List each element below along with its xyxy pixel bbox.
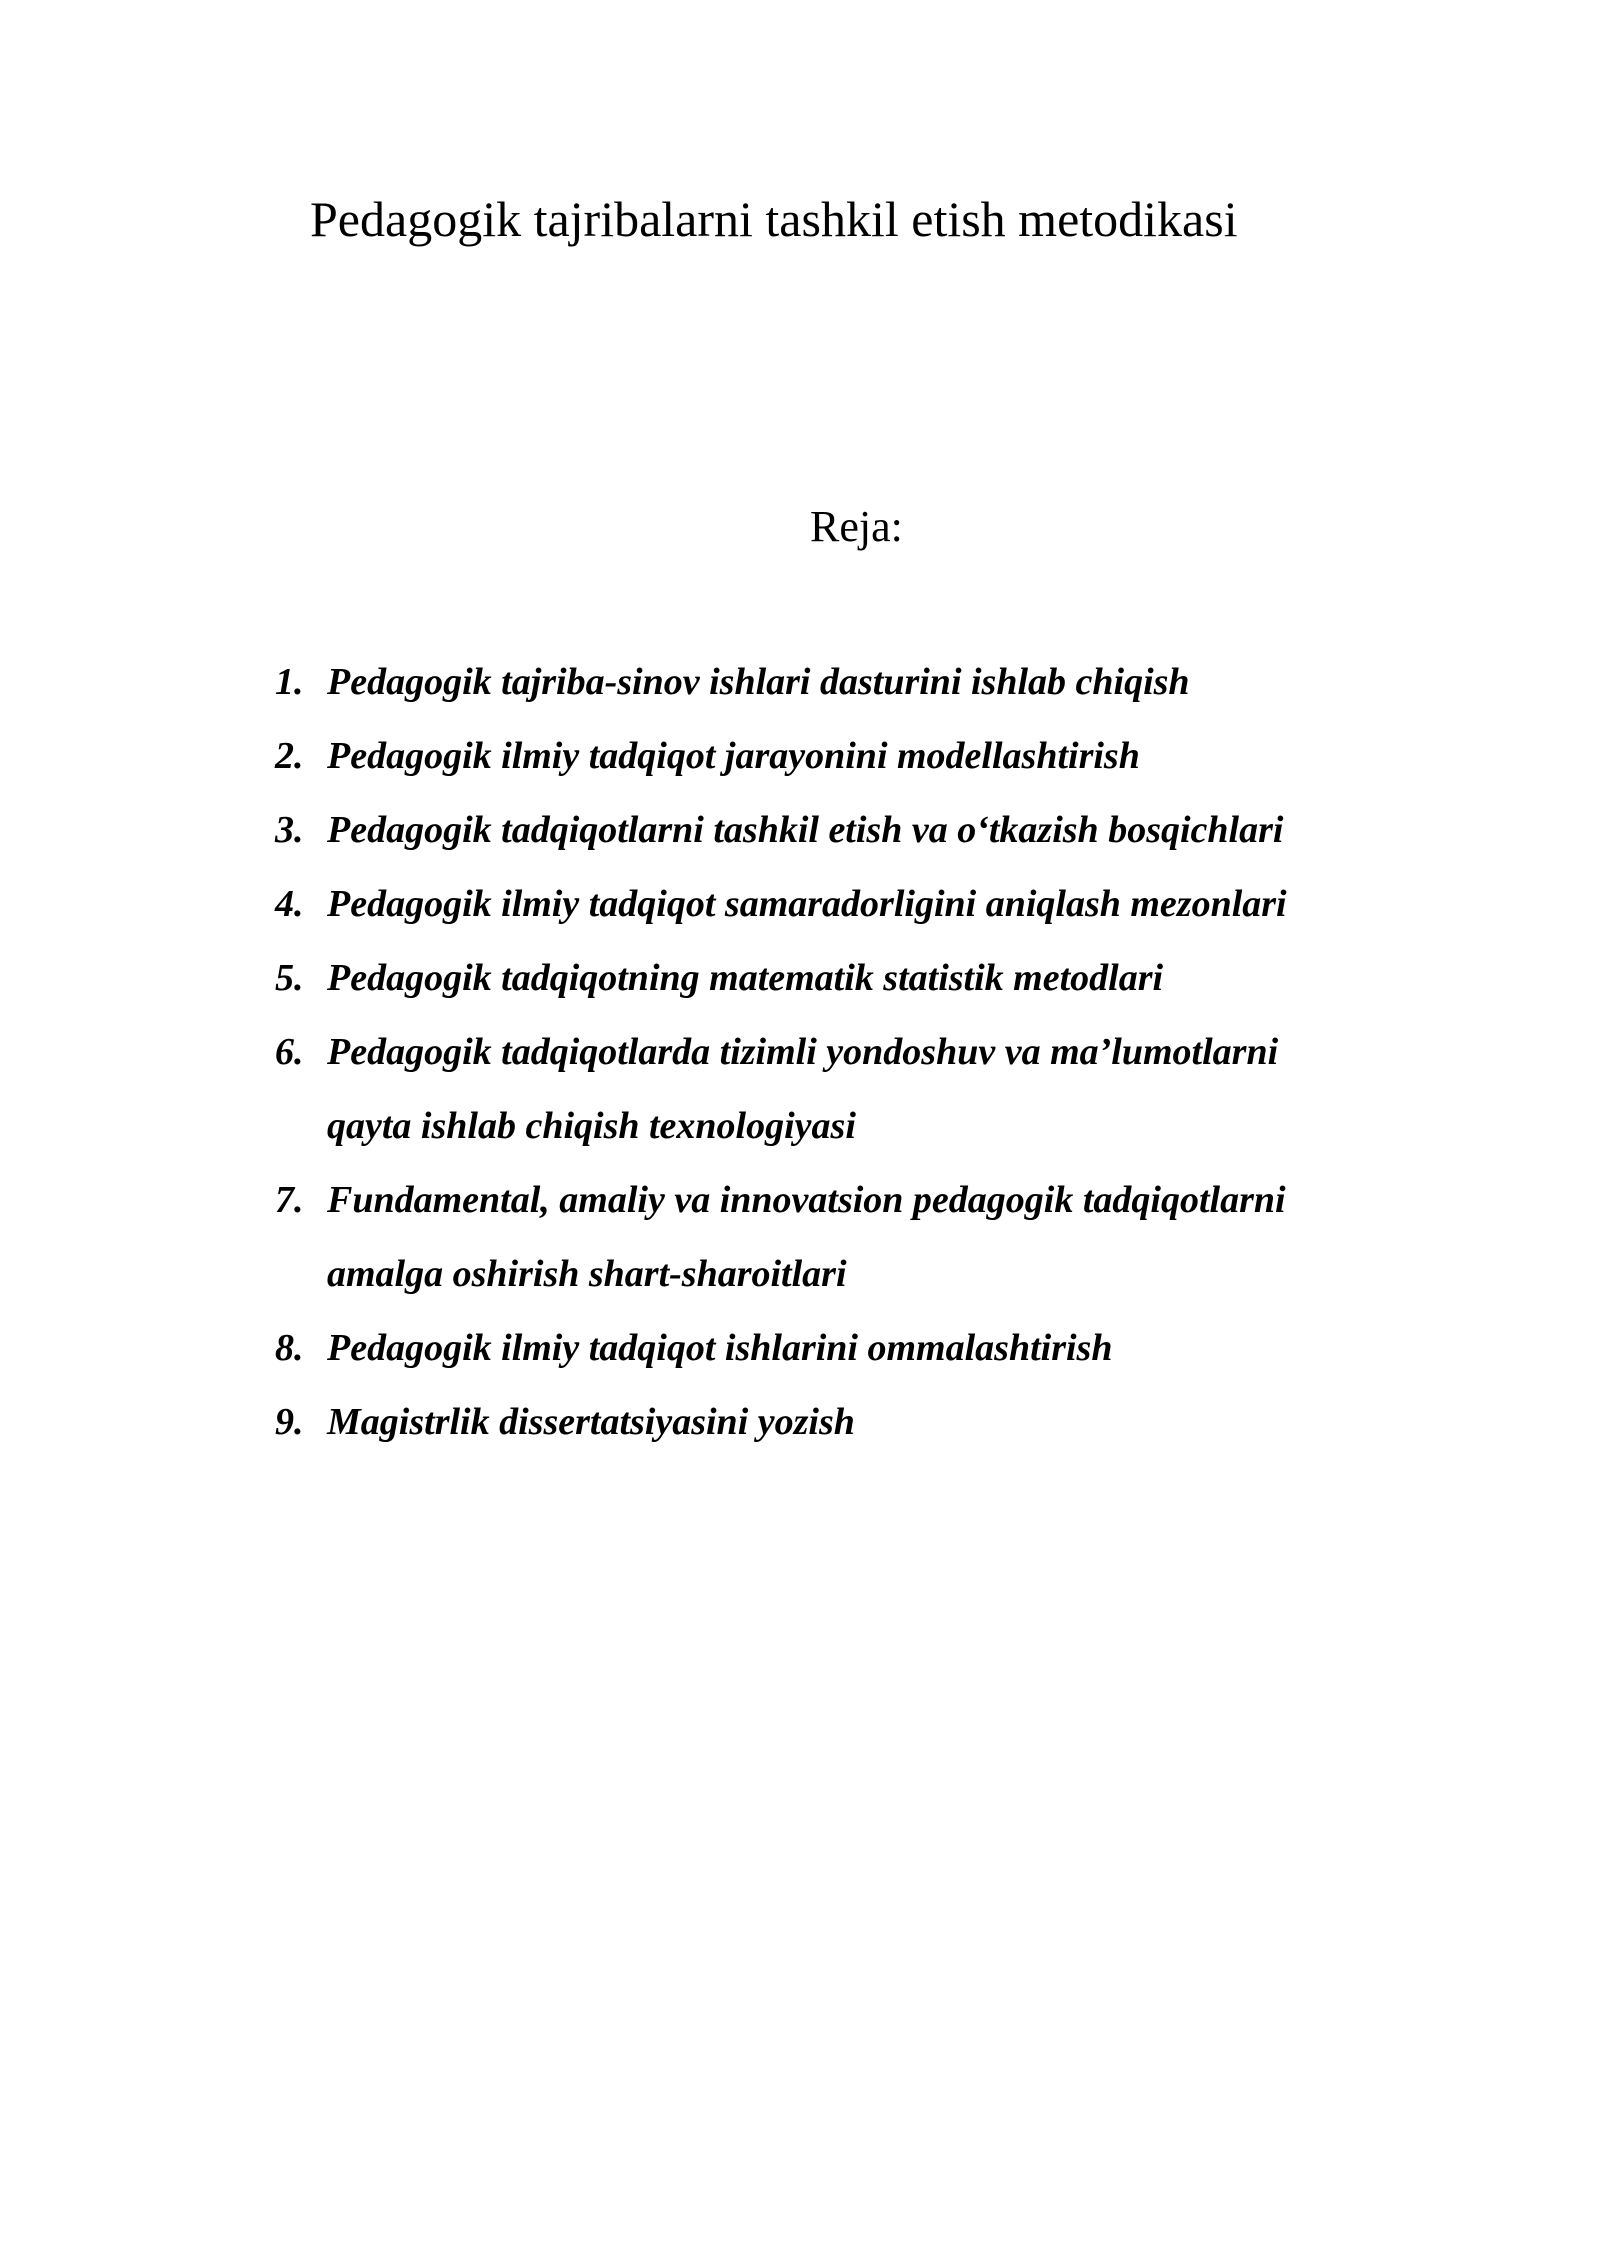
plan-item-text: Pedagogik ilmiy tadqiqot samaradorligini aniqlash mezonlari <box>327 883 1287 925</box>
plan-item <box>275 1385 1535 1459</box>
plan-item <box>275 719 1535 793</box>
plan-item-text: Pedagogik tadqiqotlarda tizimli yondoshuv va ma’lumotlarni qayta ishlab chiqish texnologiyasi <box>327 1031 1279 1147</box>
plan-item <box>275 941 1535 1015</box>
plan-list <box>275 645 1535 1459</box>
plan-item <box>275 867 1535 941</box>
plan-item-number: 6. <box>275 1031 304 1073</box>
plan-item <box>275 1163 1535 1311</box>
plan-item-number: 4. <box>275 883 304 925</box>
plan-item <box>275 793 1535 867</box>
plan-item-text: Pedagogik tadqiqotlarni tashkil etish va o‘tkazish bosqichlari <box>327 809 1284 851</box>
plan-item-number: 3. <box>275 809 304 851</box>
plan-item-number: 2. <box>275 735 304 777</box>
document-title: Pedagogik tajribalarni tashkil etish metodikasi <box>310 190 1238 247</box>
plan-item <box>275 1015 1535 1163</box>
plan-item-text: Pedagogik ilmiy tadqiqot ishlarini ommalashtirish <box>327 1327 1113 1369</box>
plan-item-text: Pedagogik tadqiqotning matematik statistik metodlari <box>327 957 1164 999</box>
plan-item-number: 5. <box>275 957 304 999</box>
plan-item <box>275 1311 1535 1385</box>
plan-heading: Reja: <box>810 502 903 551</box>
plan-item-text: Pedagogik tajriba-sinov ishlari dasturini ishlab chiqish <box>327 661 1190 703</box>
plan-item-number: 7. <box>275 1179 304 1221</box>
plan-item-text: Pedagogik ilmiy tadqiqot jarayonini modellashtirish <box>327 735 1140 777</box>
plan-item-text: Fundamental, amaliy va innovatsion pedagogik tadqiqotlarni amalga oshirish shart-sharoitlari <box>327 1179 1286 1295</box>
plan-item-text: Magistrlik dissertatsiyasini yozish <box>327 1401 855 1443</box>
plan-item-number: 8. <box>275 1327 304 1369</box>
plan-item <box>275 645 1535 719</box>
plan-item-number: 1. <box>275 661 304 703</box>
plan-item-number: 9. <box>275 1401 304 1443</box>
